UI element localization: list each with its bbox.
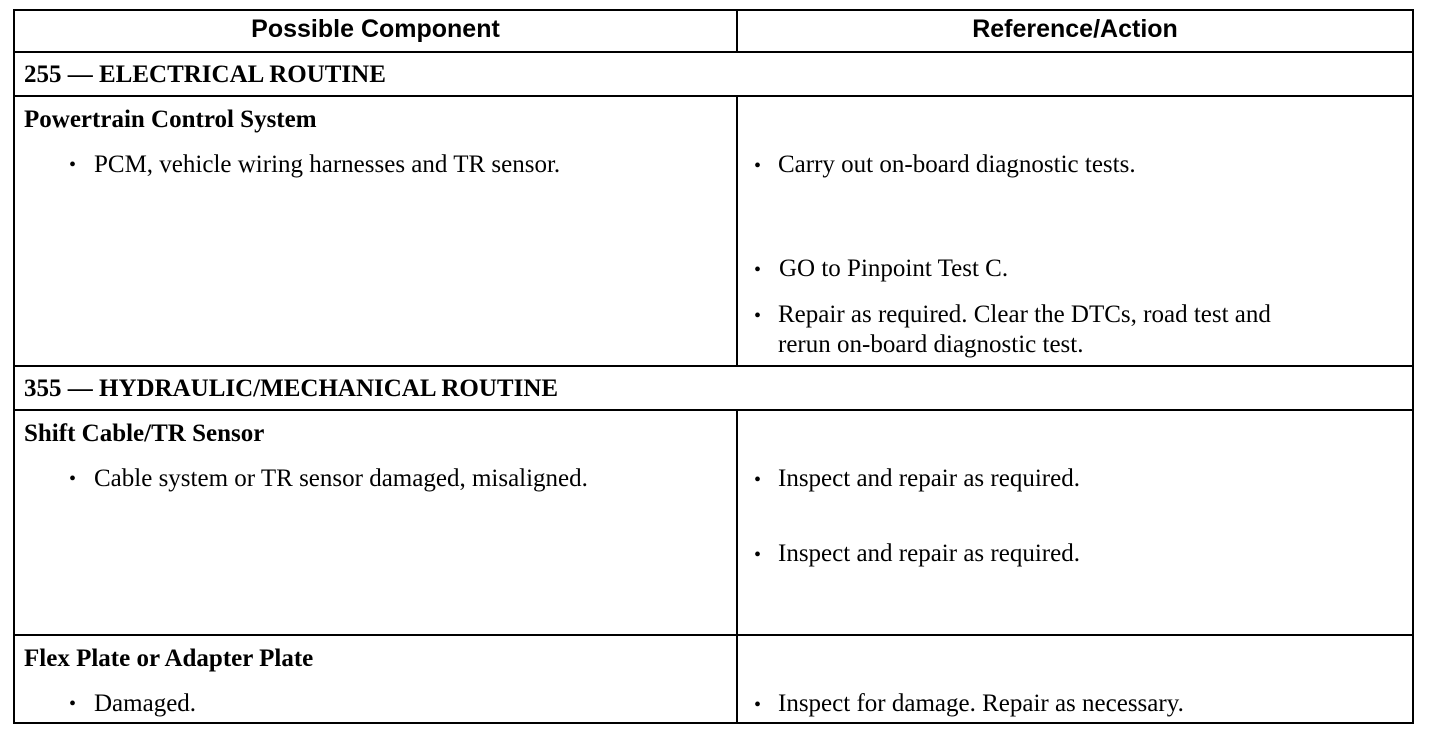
action-item: GO to Pinpoint Test C. (779, 255, 1009, 282)
action-item: Carry out on-board diagnostic tests. (778, 151, 1136, 178)
component-name: Shift Cable/TR Sensor (24, 420, 265, 447)
action-item-continuation: rerun on-board diagnostic test. (778, 331, 1084, 358)
section-title: 355 — HYDRAULIC/MECHANICAL ROUTINE (24, 375, 559, 402)
section-2-top-divider (13, 365, 1414, 367)
bullet-icon: • (754, 259, 762, 281)
component-name: Powertrain Control System (24, 106, 317, 133)
action-item: Inspect for damage. Repair as necessary. (778, 690, 1184, 717)
bullet-icon: • (754, 305, 762, 327)
section-title: 255 — ELECTRICAL ROUTINE (24, 61, 386, 88)
bullet-icon: • (69, 693, 77, 715)
column-header-action: Reference/Action (972, 15, 1178, 43)
component-name: Flex Plate or Adapter Plate (24, 645, 314, 672)
bullet-icon: • (754, 694, 762, 716)
bullet-icon: • (69, 154, 77, 176)
action-item: Inspect and repair as required. (778, 540, 1080, 567)
action-item: Repair as required. Clear the DTCs, road test and (778, 301, 1271, 328)
action-item: Inspect and repair as required. (778, 465, 1080, 492)
bullet-icon: • (69, 468, 77, 490)
section-2-divider (13, 409, 1414, 411)
bullet-icon: • (754, 155, 762, 177)
component-cause: Cable system or TR sensor damaged, misaligned. (94, 465, 588, 492)
column-divider (736, 409, 738, 724)
table-top-border (13, 9, 1414, 11)
column-header-component: Possible Component (251, 15, 500, 43)
bullet-icon: • (754, 544, 762, 566)
header-divider (13, 51, 1414, 53)
section-1-divider (13, 95, 1414, 97)
component-cause: PCM, vehicle wiring harnesses and TR sensor. (94, 151, 561, 178)
column-divider (736, 95, 738, 367)
component-cause: Damaged. (94, 690, 197, 717)
table-bottom-border (13, 722, 1414, 724)
group-divider (13, 634, 1414, 636)
bullet-icon: • (754, 469, 762, 491)
